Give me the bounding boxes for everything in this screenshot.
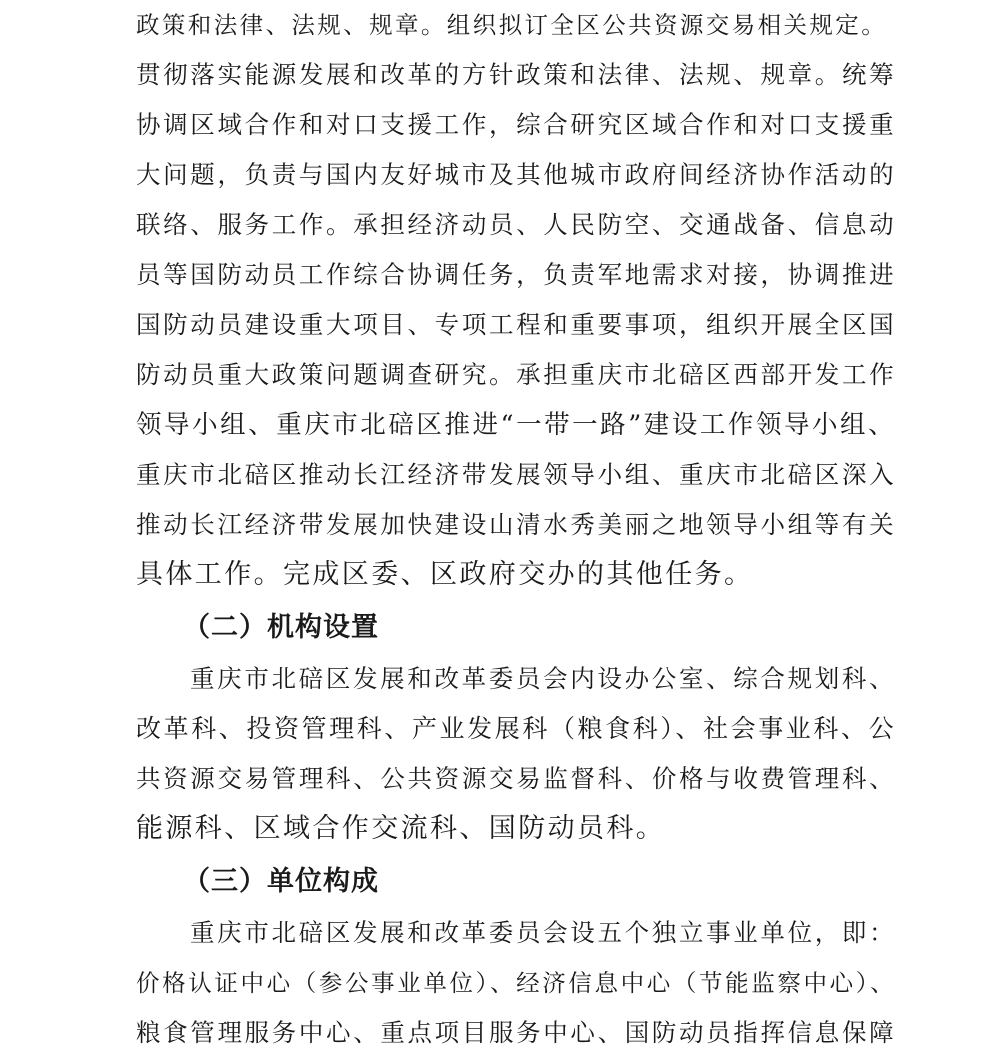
paragraph-line: 能源科、区域合作交流科、国防动员科。 [136,813,666,844]
paragraph-line: 具体工作。完成区委、区政府交办的其他任务。 [136,559,754,590]
section-heading-unit-composition: （三）单位构成 [183,866,379,897]
paragraph-line: 推动长江经济带发展加快建设山清水秀美丽之地领导小组等有关 [136,510,896,539]
paragraph-line: 重庆市北碚区发展和改革委员会设五个独立事业单位，即： [190,918,896,947]
paragraph-line: 联络、服务工作。承担经济动员、人民防空、交通战备、信息动 [136,210,896,239]
paragraph-line: 粮食管理服务中心、重点项目服务中心、国防动员指挥信息保障 [136,1018,896,1047]
paragraph-line: 国防动员建设重大项目、专项工程和重要事项，组织开展全区国 [136,310,896,339]
paragraph-line: 改革科、投资管理科、产业发展科（粮食科）、社会事业科、公 [136,714,896,743]
paragraph-line: 重庆市北碚区推动长江经济带发展领导小组、重庆市北碚区深入 [136,460,896,489]
paragraph-line: 共资源交易管理科、公共资源交易监督科、价格与收费管理科、 [136,764,896,793]
paragraph-line: 协调区域合作和对口支援工作，综合研究区域合作和对口支援重 [136,110,896,139]
paragraph-line: 重庆市北碚区发展和改革委员会内设办公室、综合规划科、 [190,664,896,693]
paragraph-line: 员等国防动员工作综合协调任务，负责军地需求对接，协调推进 [136,260,896,289]
paragraph-line: 领导小组、重庆市北碚区推进“一带一路”建设工作领导小组、 [136,410,896,440]
paragraph-line: 贯彻落实能源发展和改革的方针政策和法律、法规、规章。统筹 [136,60,896,89]
paragraph-line: 政策和法律、法规、规章。组织拟订全区公共资源交易相关规定。 [136,11,888,39]
section-heading-org-structure: （二）机构设置 [183,612,379,643]
paragraph-line: 大问题，负责与国内友好城市及其他城市政府间经济协作活动的 [136,160,896,189]
paragraph-line: 防动员重大政策问题调查研究。承担重庆市北碚区西部开发工作 [136,360,896,389]
paragraph-line: 价格认证中心（参公事业单位）、经济信息中心（节能监察中心）、 [136,969,896,997]
